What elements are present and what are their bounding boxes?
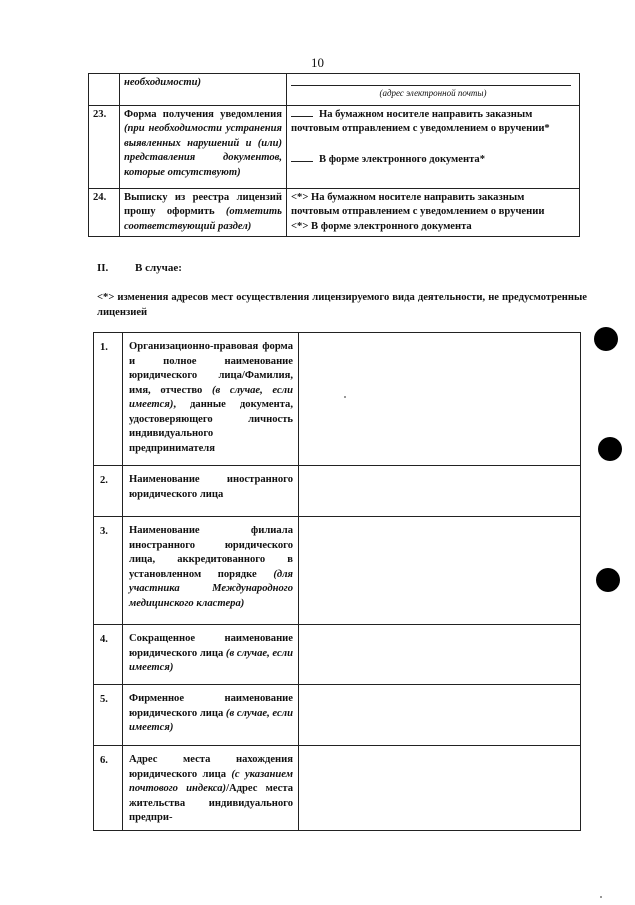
label-italic: (с указанием почтового индекса) [129,768,293,794]
label-text: Фирменное наименование юридического лица [129,693,293,719]
punch-hole-mark [598,437,622,461]
label-tail: , данные документа, удостоверяющего личность индивидуального предпринимателя [129,399,293,454]
applicant-details-table [93,332,581,831]
table-row [94,746,581,831]
option-label: В форме электронного документа* [319,153,486,165]
table-row [94,685,581,746]
label-italic: (в случае, если имеется) [129,707,293,733]
punch-hole-mark [594,327,618,351]
email-caption: (адрес электронной почты) [379,88,487,98]
email-cell[interactable] [287,74,580,106]
row-label [123,625,299,685]
option-paper[interactable]: <*> На бумажном носителе направить заказным почтовым отправлением с уведомлением о вручении [291,191,545,217]
table-row [94,466,581,517]
label-italic: (при необходимости устранения выявленных нарушений и (или) представления документов, которые отсутствуют) [124,123,282,178]
page-number: 10 [311,55,324,70]
top-form-table [88,73,580,237]
label-italic: (для участника Международного медицинского кластера) [129,568,293,609]
row-number: 24. [89,188,120,237]
value-cell[interactable] [299,517,581,625]
section-number: II. [97,262,109,274]
section-text: В случае: [135,262,182,274]
label-continuation: необходимости) [124,77,202,88]
table-row [89,105,580,188]
table-row [89,188,580,237]
scan-speck [600,896,602,898]
row-label [123,746,299,831]
option-cell [287,188,580,237]
table-row [94,625,581,685]
option-paper[interactable] [291,108,575,137]
label-text: Наименование филиала иностранного юридического лица, аккредитованного в установленном порядке [129,525,293,580]
row-label [120,188,287,237]
value-cell[interactable] [299,685,581,746]
row-number: 3. [94,517,123,625]
row-label [120,105,287,188]
footnote-text: <*> изменения адресов мест осуществления лицензируемого вида деятельности, не предусмотренные лицензией [97,292,587,318]
option-electronic[interactable] [291,153,575,168]
option-electronic[interactable]: <*> В форме электронного документа [291,220,472,232]
label-tail: /Адрес места жительства индивидуального предпри- [129,783,293,823]
label-text: Наименование иностранного юридического лица [129,474,293,500]
row-number: 4. [94,625,123,685]
value-cell[interactable] [299,466,581,517]
row-label [120,74,287,106]
row-number: 2. [94,466,123,517]
table-row [94,517,581,625]
value-cell[interactable] [299,746,581,831]
table-row [89,74,580,106]
row-number: 6. [94,746,123,831]
option-cell [287,105,580,188]
label-text: Форма получения уведомления [124,108,282,120]
value-cell[interactable] [299,625,581,685]
option-label: На бумажном носителе направить заказным почтовым отправлением с уведомлением о вручении* [291,108,550,134]
label-italic: (отметить соответствующий раздел) [124,206,282,232]
checkbox-blank[interactable] [291,161,313,162]
row-label [123,517,299,625]
label-text: Адрес места нахождения юридического лица [129,754,293,780]
row-number: 1. [94,333,123,466]
row-label [123,685,299,746]
label-italic: (в случае, если имеется) [129,384,294,410]
row-label [123,466,299,517]
label-text: Организационно-правовая форма и полное наименование юридического лица/Фамилия, имя, отчество [129,341,293,396]
row-label [123,333,299,466]
label-italic: (в случае, если имеется) [129,647,293,673]
label-text: Выписку из реестра лицензий прошу оформить [124,191,282,217]
value-cell[interactable] [299,333,581,466]
row-number: 23. [89,105,120,188]
table-row [94,333,581,466]
checkbox-blank[interactable] [291,116,313,117]
punch-hole-mark [596,568,620,592]
row-number: 5. [94,685,123,746]
section-heading [97,262,182,274]
label-text: Сокращенное наименование юридического лица [129,633,293,659]
row-number [89,74,120,106]
scan-speck [344,396,346,398]
